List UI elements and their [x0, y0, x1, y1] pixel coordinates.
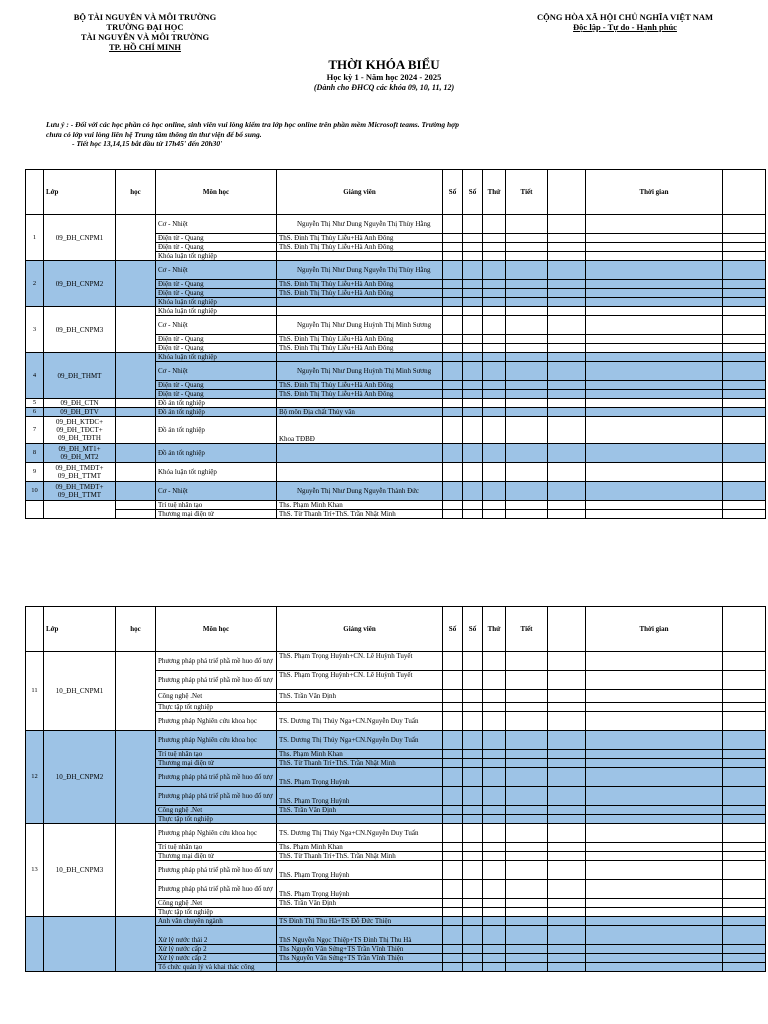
subject: Xử lý nước cấp 2: [156, 954, 277, 963]
header-lop: Lớp: [44, 170, 116, 215]
lecturer: TS. Dương Thị Thúy Nga+CN.Nguyễn Duy Tuấn: [277, 824, 443, 843]
subject: Công nghệ .Net: [156, 806, 277, 815]
subject: Trí tuệ nhân tạo: [156, 843, 277, 852]
header-thu: Thứ: [483, 607, 506, 652]
subject: Phương pháp phá triể phầ mề huo đố tượ: [156, 880, 277, 899]
subject: Cơ - Nhiệt: [156, 261, 277, 280]
notes: [46, 120, 466, 149]
row-stt: 1: [26, 215, 44, 261]
lecturer: ThS. Từ Thanh Trí+ThS. Trần Nhật Minh: [277, 852, 443, 861]
class-name: 09_ĐH_TMĐT+ 09_ĐH_TTMT: [44, 463, 116, 482]
subject: Phương pháp phá triể phầ mề huo đố tượ: [156, 768, 277, 787]
lecturer: [277, 703, 443, 712]
country-name: CỘNG HÒA XÃ HỘI CHỦ NGHĨA VIỆT NAM: [536, 12, 714, 22]
class-name: 09_ĐH_THMT: [44, 353, 116, 399]
table-row: [26, 399, 766, 408]
subject: Điện từ - Quang: [156, 234, 277, 243]
header-blank: [548, 607, 586, 652]
table-row: [26, 353, 766, 362]
subject: Khóa luận tốt nghiệp: [156, 298, 277, 307]
class-name: 09_ĐH_CNPM1: [44, 215, 116, 261]
row-stt: 10: [26, 482, 44, 501]
row-stt: 11: [26, 652, 44, 731]
subject: Thực tập tốt nghiệp: [156, 815, 277, 824]
lecturer: ThS. Phạm Trọng Huỳnh: [277, 768, 443, 787]
lecturer: [277, 399, 443, 408]
header-mon: Môn học: [156, 170, 277, 215]
class-name: 09_ĐH_ĐTV: [44, 408, 116, 417]
lecturer: Ths. Phạm Minh Khan: [277, 750, 443, 759]
table-row: [26, 652, 766, 671]
lecturer: ThS. Đinh Thị Thùy Liễu+Hà Anh Đông: [277, 280, 443, 289]
header-so1: Số: [443, 607, 463, 652]
subject: Thực tập tốt nghiệp: [156, 703, 277, 712]
header-thoigian: Thời gian: [586, 607, 723, 652]
lecturer: ThS Nguyễn Ngọc Thiệp+TS Đinh Thị Thu Hà: [277, 926, 443, 945]
university-city: TP. HỒ CHÍ MINH: [109, 42, 181, 52]
lecturer: Nguyễn Thị Như Dung Nguyễn Thành Đức: [277, 482, 443, 501]
subject: Cơ - Nhiệt: [156, 316, 277, 335]
subject: Điện từ - Quang: [156, 381, 277, 390]
lecturer: ThS. Đinh Thị Thùy Liễu+Hà Anh Đông: [277, 234, 443, 243]
national-motto-header: [520, 12, 730, 32]
subject: Thương mại điện tử: [156, 759, 277, 768]
lecturer: Ths Nguyễn Văn Sứng+TS Trần Vĩnh Thiện: [277, 954, 443, 963]
class-name: 10_ĐH_CNPM1: [44, 652, 116, 731]
class-name: 10_ĐH_CNPM3: [44, 824, 116, 917]
lecturer: TS Đinh Thị Thu Hà+TS Đỗ Đức Thiện: [277, 917, 443, 926]
header-thoigian: Thời gian: [586, 170, 723, 215]
header-mon: Môn học: [156, 607, 277, 652]
lecturer: ThS. Trần Văn Định: [277, 899, 443, 908]
header-gv: Giảng viên: [277, 607, 443, 652]
row-stt: 6: [26, 408, 44, 417]
table-header-row: [26, 170, 766, 215]
table-row: [26, 824, 766, 843]
lecturer: ThS. Đinh Thị Thùy Liễu+Hà Anh Đông: [277, 344, 443, 353]
schedule-table-1: [25, 169, 766, 519]
lecturer: [277, 298, 443, 307]
table-row: [26, 463, 766, 482]
table-row: [26, 501, 766, 510]
subject: Phương pháp Nghiên cứu khoa học: [156, 731, 277, 750]
subject: Cơ - Nhiệt: [156, 482, 277, 501]
header-last: [723, 607, 766, 652]
lecturer: ThS. Từ Thanh Trí+ThS. Trần Nhật Minh: [277, 510, 443, 519]
row-stt: 7: [26, 417, 44, 444]
lecturer: Khoa TĐBĐ: [277, 417, 443, 444]
header-so2: Số: [463, 607, 483, 652]
row-stt: 5: [26, 399, 44, 408]
lecturer: Nguyễn Thị Như Dung Huỳnh Thị Minh Sương: [277, 362, 443, 381]
lecturer: Ths. Phạm Minh Khan: [277, 843, 443, 852]
header-hoc: học: [116, 170, 156, 215]
title-block: [234, 58, 534, 93]
subject: Thương mại điện tử: [156, 510, 277, 519]
table-row: [26, 307, 766, 316]
header-last: [723, 170, 766, 215]
row-stt: 4: [26, 353, 44, 399]
subject: Công nghệ .Net: [156, 690, 277, 703]
university-line-2: TÀI NGUYÊN VÀ MÔI TRƯỜNG: [80, 32, 210, 42]
table-row: [26, 408, 766, 417]
semester-label: Học kỳ 1 - Năm học 2024 - 2025: [326, 72, 442, 82]
table-row: [26, 917, 766, 926]
lecturer: ThS. Phạm Trọng Huỳnh+CN. Lê Huỳnh Tuyết: [277, 671, 443, 690]
lecturer: [277, 815, 443, 824]
lecturer: ThS. Phạm Trọng Huỳnh: [277, 880, 443, 899]
subject: Đồ án tốt nghiệp: [156, 408, 277, 417]
subject: Trí tuệ nhân tạo: [156, 501, 277, 510]
lecturer: [277, 252, 443, 261]
table-row: [26, 261, 766, 280]
subject: Khóa luận tốt nghiệp: [156, 307, 277, 316]
lecturer: [277, 463, 443, 482]
lecturer: ThS. Đinh Thị Thùy Liễu+Hà Anh Đông: [277, 381, 443, 390]
lecturer: [277, 444, 443, 463]
class-name: 09_ĐH_CNPM3: [44, 307, 116, 353]
lecturer: ThS. Trần Văn Định: [277, 806, 443, 815]
class-name: 09_ĐH_MT1+ 09_ĐH_MT2: [44, 444, 116, 463]
class-name: 09_ĐH_CNPM2: [44, 261, 116, 307]
subject: Đồ án tốt nghiệp: [156, 399, 277, 408]
header-so2: Số: [463, 170, 483, 215]
header-hoc: học: [116, 607, 156, 652]
table-row: [26, 482, 766, 501]
subject: Cơ - Nhiệt: [156, 215, 277, 234]
lecturer: ThS. Phạm Trọng Huỳnh: [277, 861, 443, 880]
header-thu: Thứ: [483, 170, 506, 215]
lecturer: ThS. Đinh Thị Thùy Liễu+Hà Anh Đông: [277, 243, 443, 252]
university-line-1: TRƯỜNG ĐẠI HỌC: [106, 22, 184, 32]
header-blank: [548, 170, 586, 215]
lecturer: ThS. Phạm Trọng Huỳnh+CN. Lê Huỳnh Tuyết: [277, 652, 443, 671]
audience-label: (Dành cho ĐHCQ các khóa 09, 10, 11, 12): [313, 83, 455, 92]
class-name: 09_ĐH_KTĐC+ 09_ĐH_TĐCT+ 09_ĐH_TĐTH: [44, 417, 116, 444]
page-title: THỜI KHÓA BIỂU: [328, 57, 440, 72]
lecturer: ThS. Đinh Thị Thùy Liễu+Hà Anh Đông: [277, 390, 443, 399]
row-stt: 9: [26, 463, 44, 482]
lecturer: Ths Nguyễn Văn Sứng+TS Trần Vĩnh Thiện: [277, 945, 443, 954]
table-row: [26, 731, 766, 750]
header-stt: [26, 170, 44, 215]
lecturer: [277, 908, 443, 917]
subject: Tổ chức quản lý và khai thác công: [156, 963, 277, 972]
lecturer: TS. Dương Thị Thúy Nga+CN.Nguyễn Duy Tuấn: [277, 731, 443, 750]
subject: Công nghệ .Net: [156, 899, 277, 908]
lecturer: Nguyễn Thị Như Dung Huỳnh Thị Minh Sương: [277, 316, 443, 335]
lecturer: [277, 963, 443, 972]
subject: Điện từ - Quang: [156, 344, 277, 353]
ministry-name: BỘ TÀI NGUYÊN VÀ MÔI TRƯỜNG: [73, 12, 217, 22]
subject: Khóa luận tốt nghiệp: [156, 353, 277, 362]
header-so1: Số: [443, 170, 463, 215]
subject: Điện từ - Quang: [156, 280, 277, 289]
lecturer: Bộ môn Địa chất Thủy văn: [277, 408, 443, 417]
schedule-table-2: [25, 606, 766, 972]
subject: Anh văn chuyên ngành: [156, 917, 277, 926]
header-tiet: Tiết: [506, 170, 548, 215]
subject: Xử lý nước cấp 2: [156, 945, 277, 954]
lecturer: ThS. Phạm Trọng Huỳnh: [277, 787, 443, 806]
row-stt: 13: [26, 824, 44, 917]
subject: Thực tập tốt nghiệp: [156, 908, 277, 917]
lecturer: ThS. Từ Thanh Trí+ThS. Trần Nhật Minh: [277, 759, 443, 768]
header-gv: Giảng viên: [277, 170, 443, 215]
lecturer: TS. Dương Thị Thúy Nga+CN.Nguyễn Duy Tuấn: [277, 712, 443, 731]
note-online: Lưu ý : - Đối với các học phần có học online, sinh viên vui lòng kiểm tra lớp học online trên phần mềm Microsoft teams. Trường hợp chưa có lớp vui lòng liên hệ Trung tâm thông tin thư viện để bổ sung.: [46, 120, 459, 139]
subject: Thương mại điện tử: [156, 852, 277, 861]
class-name: 10_ĐH_CNPM2: [44, 731, 116, 824]
subject: Phương pháp phá triể phầ mề huo đố tượ: [156, 671, 277, 690]
subject: Khóa luận tốt nghiệp: [156, 463, 277, 482]
table-row: [26, 417, 766, 444]
lecturer: ThS. Đinh Thị Thùy Liễu+Hà Anh Đông: [277, 289, 443, 298]
row-stt: 12: [26, 731, 44, 824]
subject: Cơ - Nhiệt: [156, 362, 277, 381]
table-header-row: [26, 607, 766, 652]
subject: Khóa luận tốt nghiệp: [156, 252, 277, 261]
subject: Phương pháp phá triể phầ mề huo đố tượ: [156, 861, 277, 880]
lecturer: ThS. Đinh Thị Thùy Liễu+Hà Anh Đông: [277, 335, 443, 344]
ministry-header: [60, 12, 230, 52]
subject: Phương pháp phá triể phầ mề huo đố tượ: [156, 652, 277, 671]
subject: Điện từ - Quang: [156, 390, 277, 399]
row-stt: 3: [26, 307, 44, 353]
lecturer: Nguyễn Thị Như Dung Nguyễn Thị Thùy Hằng: [277, 261, 443, 280]
class-name: 09_ĐH_CTN: [44, 399, 116, 408]
subject: Phương pháp Nghiên cứu khoa học: [156, 712, 277, 731]
subject: Đồ án tốt nghiệp: [156, 444, 277, 463]
motto: Độc lập - Tự do - Hạnh phúc: [573, 22, 677, 32]
table-row: [26, 510, 766, 519]
subject: Phương pháp Nghiên cứu khoa học: [156, 824, 277, 843]
subject: Xử lý nước thải 2: [156, 926, 277, 945]
subject: Phương pháp phá triể phầ mề huo đố tượ: [156, 787, 277, 806]
table-row: [26, 215, 766, 234]
row-stt: 2: [26, 261, 44, 307]
subject: Điện từ - Quang: [156, 335, 277, 344]
header-stt: [26, 607, 44, 652]
header-tiet: Tiết: [506, 607, 548, 652]
row-stt: 8: [26, 444, 44, 463]
lecturer: [277, 307, 443, 316]
subject: Điện từ - Quang: [156, 243, 277, 252]
lecturer: [277, 353, 443, 362]
note-evening: - Tiết học 13,14,15 bắt đầu từ 17h45' đến 20h30': [72, 139, 223, 148]
subject: Đồ án tốt nghiệp: [156, 417, 277, 444]
table-row: [26, 444, 766, 463]
subject: Trí tuệ nhân tạo: [156, 750, 277, 759]
lecturer: Nguyễn Thị Như Dung Nguyễn Thị Thùy Hằng: [277, 215, 443, 234]
class-name: 09_ĐH_TMĐT+ 09_ĐH_TTMT: [44, 482, 116, 501]
lecturer: ThS. Trần Văn Định: [277, 690, 443, 703]
subject: Điện từ - Quang: [156, 289, 277, 298]
header-lop: Lớp: [44, 607, 116, 652]
lecturer: Ths. Phạm Minh Khan: [277, 501, 443, 510]
